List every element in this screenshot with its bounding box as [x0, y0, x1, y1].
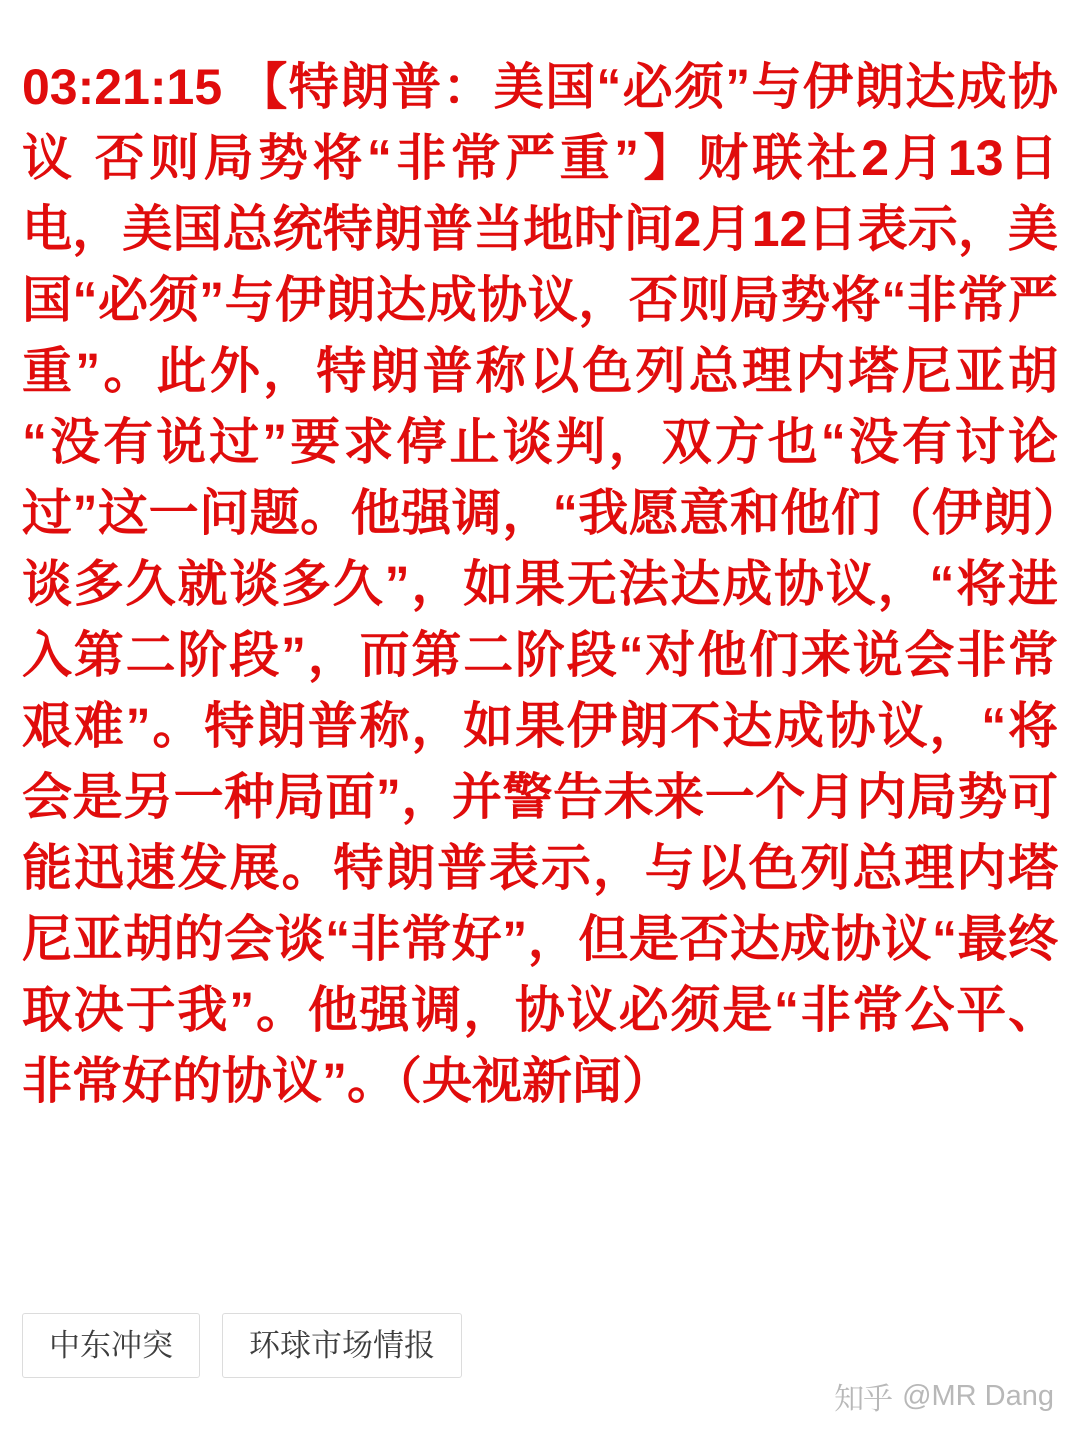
post-timestamp: 03:21:15: [22, 59, 223, 115]
timestamp-spacer: [222, 59, 237, 115]
tag-item[interactable]: 环球市场情报: [222, 1313, 462, 1378]
watermark: [834, 1374, 1054, 1418]
zhihu-logo: 知乎: [834, 1383, 893, 1416]
tag-list: [22, 1313, 462, 1378]
news-article-text: 财联社2月13日电，美国总统特朗普当地时间2月12日表示，美国“必须”与伊朗达成协议，否则局势将“非常严重”。此外，特朗普称以色列总理内塔尼亚胡“没有说过”要求停止谈判，双方也“没有讨论过”这一问题。他强调，“我愿意和他们（伊朗）谈多久就谈多久”，如果无法达成协议，“将进入第二阶段”，而第二阶段“对他们来说会非常艰难”。特朗普称，如果伊朗不达成协议，“将会是另一种局面”，并警告未来一个月内局势可能迅速发展。特朗普表示，与以色列总理内塔尼亚胡的会谈“非常好”，但是否达成协议“最终取决于我”。他强调，协议必须是“非常公平、非常好的协议”。（央视新闻）: [22, 130, 1058, 1109]
news-headline: 【特朗普：美国“必须”与伊朗达成协议 否则局势将“非常严重”】: [22, 59, 1058, 186]
tag-item[interactable]: 中东冲突: [22, 1313, 200, 1378]
watermark-username: @MR Dang: [902, 1379, 1054, 1412]
